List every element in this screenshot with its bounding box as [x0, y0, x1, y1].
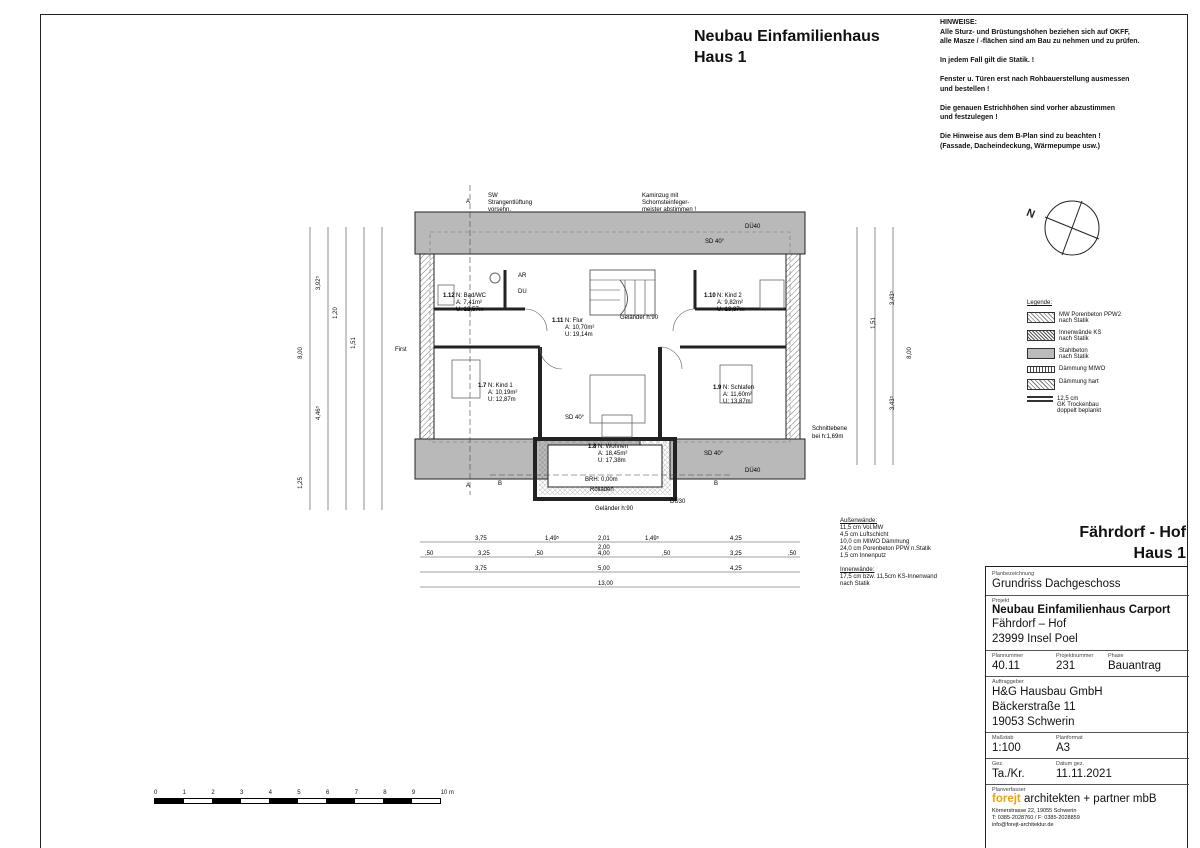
dim-r2-2: 3,25	[478, 551, 490, 557]
walls-line: nach Statik	[840, 581, 870, 587]
sd40-dormer: SD 40°	[565, 415, 585, 421]
tb-projnr: 231	[1056, 660, 1076, 672]
svg-text:A: 18,45m²: A: 18,45m²	[598, 451, 628, 457]
svg-text:N: Kind 1: N: Kind 1	[488, 383, 513, 389]
svg-text:A: 11,60m²: A: 11,60m²	[723, 392, 752, 398]
tb-plan-value: Grundriss Dachgeschoss	[992, 578, 1121, 590]
section-a-top: A	[466, 199, 471, 205]
ar-label: AR	[518, 273, 527, 279]
hint-2: In jedem Fall gilt die Statik. !	[940, 57, 1035, 64]
dim-total: 13,00	[598, 581, 614, 587]
dim-r2-1: ,50	[425, 551, 434, 557]
dim-r2-3: ,50	[535, 551, 544, 557]
svg-text:A: 10,19m²: A: 10,19m²	[488, 390, 518, 396]
wall-right	[786, 254, 800, 439]
tb-client-3: 19053 Schwerin	[992, 716, 1075, 728]
legend-item: 12,5 cm GK Trockenbau doppelt beplankt	[1027, 396, 1147, 414]
brh-label: BRH: 0,00m	[585, 477, 618, 483]
svg-text:N: Bad/WC: N: Bad/WC	[456, 293, 487, 299]
tb-author-phone: T: 0385-2028760 / F: 0385-2028859	[992, 815, 1080, 821]
walls-line: 11,5 cm Vol.MW	[840, 525, 884, 531]
tb-drawn: Ta./Kr.	[992, 768, 1025, 780]
du30-label: DÜ30	[670, 499, 686, 505]
dim-l-2: 1,20	[332, 307, 339, 319]
walls-heading-outer: Außenwände:	[840, 518, 878, 524]
walls-line: 4,5 cm Luftschicht	[840, 532, 889, 538]
scale-bar: 0 1 2 3 4 5 6 7 8 9 10 m	[154, 790, 444, 804]
section-b-right: B	[714, 481, 719, 487]
svg-text:U: 13,87m: U: 13,87m	[723, 399, 751, 405]
note-kamin-2: Schornsteinfeger-	[642, 200, 690, 206]
du40-top: DÜ40	[745, 224, 761, 230]
room-flur	[552, 318, 594, 338]
dim-r1-4: 1,49⁵	[645, 536, 660, 542]
tb-label: Projektnummer	[1056, 653, 1094, 659]
tb-label: Planverfasser	[992, 787, 1026, 793]
legend-item: Dämmung hart	[1027, 379, 1147, 390]
dim-l-8: 4,46⁵	[316, 405, 323, 421]
svg-text:1.7: 1.7	[478, 383, 487, 389]
legend	[1027, 300, 1147, 420]
walls-line: 1,5 cm Innenputz	[840, 553, 887, 559]
tb-label: Phase	[1108, 653, 1124, 659]
dim-r-3: 1,51	[870, 317, 877, 329]
dim-r2-4: 4,00	[598, 551, 610, 557]
svg-text:A: 9,82m²: A: 9,82m²	[717, 300, 744, 306]
dim-r-1: 8,00	[906, 347, 913, 359]
dim-r3-3: 4,25	[730, 566, 742, 572]
hint-5: Die Hinweise aus dem B-Plan sind zu beachten ! (Fassade, Dacheindeckung, Wärmepumpe usw.)	[940, 133, 1101, 150]
project-title-2: Haus 1	[1133, 545, 1186, 562]
dim-l-3: 1,51	[350, 337, 357, 349]
dim-r1-1: 3,75	[475, 536, 487, 542]
north-arrow-icon	[1024, 193, 1107, 263]
roof-bottom-right	[670, 439, 805, 479]
tb-client-1: H&G Hausbau GmbH	[992, 686, 1103, 698]
tb-plannr: 40.11	[992, 660, 1020, 672]
dim-r2-7: ,50	[788, 551, 797, 557]
svg-text:U: 17,38m: U: 17,38m	[598, 458, 626, 464]
walls-heading-inner: Innenwände:	[840, 567, 875, 573]
du-label: DU	[518, 289, 527, 295]
schnitt-1: Schnittebene	[812, 426, 848, 432]
svg-text:1.11: 1.11	[552, 318, 564, 324]
section-a-bottom: A	[466, 483, 471, 489]
sd40-top: SD 40°	[705, 239, 725, 245]
svg-text:U: 19,14m: U: 19,14m	[565, 332, 593, 338]
svg-text:1.8: 1.8	[588, 444, 597, 450]
svg-text:A: 7,41m²: A: 7,41m²	[456, 300, 483, 306]
dim-r3-2: 5,00	[598, 566, 610, 572]
svg-text:U: 13,87m: U: 13,87m	[717, 307, 745, 313]
room-kind1	[478, 383, 517, 403]
svg-text:N: Kind 2: N: Kind 2	[717, 293, 742, 299]
svg-text:U: 12,87m: U: 12,87m	[488, 397, 516, 403]
first-label: First	[395, 347, 407, 353]
tb-author: forejt architekten + partner mbB	[992, 793, 1157, 805]
walls-note	[840, 518, 950, 588]
tb-label: Planbezeichnung	[992, 571, 1035, 577]
svg-text:N: Schlafen: N: Schlafen	[723, 385, 755, 391]
note-kamin-3: meister abstimmen !	[642, 207, 697, 213]
tb-label: Projekt	[992, 598, 1010, 604]
hint-1: Alle Sturz- und Brüstungshöhen beziehen sich auf OKFF, alle Masze / -flächen sind am Bau zu nehmen und zu prüfen.	[940, 28, 1140, 45]
svg-text:N: Flur: N: Flur	[565, 318, 583, 324]
legend-item: Stahlbeton nach Statik	[1027, 348, 1147, 360]
tb-author-email: info@forejt-architektur.de	[992, 822, 1054, 828]
dim-r1-5: 4,25	[730, 536, 742, 542]
schnitt-2: bei h:1,69m	[812, 434, 844, 440]
du40-bottom: DÜ40	[745, 468, 761, 474]
dim-r2-6: 3,25	[730, 551, 742, 557]
legend-title: Legende:	[1027, 300, 1053, 306]
dim-r1-3: 2,01	[598, 536, 610, 542]
svg-text:N: Wohnen: N: Wohnen	[598, 444, 628, 450]
wall-left	[420, 254, 434, 439]
sd40-bottom: SD 40°	[704, 451, 724, 457]
dimension-chains	[420, 532, 810, 597]
note-kamin-1: Kaminzug mit	[642, 193, 679, 199]
tb-date: 11.11.2021	[1056, 768, 1112, 780]
svg-text:A: 10,70m²: A: 10,70m²	[565, 325, 595, 331]
dim-r2-5: ,50	[662, 551, 671, 557]
walls-line: 24,0 cm Porenbeton PPW n.Statik	[840, 546, 932, 552]
legend-item: MW Porenbeton PPW2 nach Statik	[1027, 312, 1147, 324]
dim-l-9: 1,25	[297, 477, 304, 489]
roof-top	[415, 212, 805, 254]
note-sw-3: vorsehn.	[488, 207, 512, 213]
hints-block	[940, 18, 1188, 161]
svg-text:U: 12,57m: U: 12,57m	[456, 307, 484, 313]
walls-line: 17,5 cm bzw. 11,5cm KS-Innenwand	[840, 574, 937, 580]
tb-phase: Bauantrag	[1108, 660, 1162, 672]
legend-item: Dämmung MIWO	[1027, 366, 1147, 373]
svg-text:1.12: 1.12	[443, 293, 455, 299]
tb-author-addr: Körnerstrasse 22, 19055 Schwerin	[992, 808, 1077, 814]
walls-line: 10,0 cm MIWO Dämmung	[840, 539, 910, 545]
dim-l-1: 3,92⁵	[316, 275, 323, 291]
note-sw-2: Strangentlüftung	[488, 200, 533, 206]
tb-project-3: 23999 Insel Poel	[992, 633, 1078, 645]
tb-project-1: Neubau Einfamilienhaus Carport	[992, 604, 1171, 616]
hint-3: Fenster u. Türen erst nach Rohbauerstellung ausmessen und bestellen !	[940, 76, 1130, 93]
tb-format: A3	[1056, 742, 1071, 754]
title-line-1: Neubau Einfamilienhaus	[694, 28, 880, 45]
floor-plan	[290, 185, 860, 545]
project-title-1: Fährdorf - Hof	[1079, 524, 1186, 541]
railing-bottom: Geländer h:90	[595, 506, 634, 512]
dim-r-6: 3,43⁵	[890, 395, 897, 411]
tb-label: Datum gez.	[1056, 761, 1085, 767]
rolladen-label: Rolladen	[590, 487, 614, 493]
section-b-left: B	[498, 481, 503, 487]
tb-project-2: Fährdorf – Hof	[992, 618, 1067, 630]
dim-r3-1: 3,75	[475, 566, 487, 572]
dim-r-2: 3,43⁵	[890, 290, 897, 306]
tb-label: Plannummer	[992, 653, 1024, 659]
railing-top: Geländer h:90	[620, 315, 659, 321]
drawing-title	[694, 26, 880, 68]
svg-text:1.10: 1.10	[704, 293, 716, 299]
tb-scale: 1:100	[992, 742, 1021, 754]
dim-r1b: 2,00	[598, 545, 610, 551]
svg-text:1.9: 1.9	[713, 385, 722, 391]
title-line-2: Haus 1	[694, 49, 747, 66]
tb-label: Planformat	[1056, 735, 1083, 741]
note-sw: SW	[488, 193, 498, 199]
svg-text:N: N	[1024, 206, 1037, 221]
title-block	[985, 566, 1188, 848]
dim-r1-2: 1,49⁵	[545, 536, 560, 542]
room-schlafen	[713, 385, 754, 405]
tb-label: Auftraggeber	[992, 679, 1024, 685]
tb-label: Maßstab	[992, 735, 1014, 741]
tb-label: Gez.	[992, 761, 1004, 767]
project-title	[1079, 522, 1186, 564]
legend-item: Innenwände KS nach Statik	[1027, 330, 1147, 342]
dim-l-5: 8,00	[297, 347, 304, 359]
hint-4: Die genauen Estrichhöhen sind vorher abzustimmen und festzulegen !	[940, 104, 1116, 121]
hints-heading: HINWEISE:	[940, 19, 977, 26]
tb-client-2: Bäckerstraße 11	[992, 701, 1076, 713]
